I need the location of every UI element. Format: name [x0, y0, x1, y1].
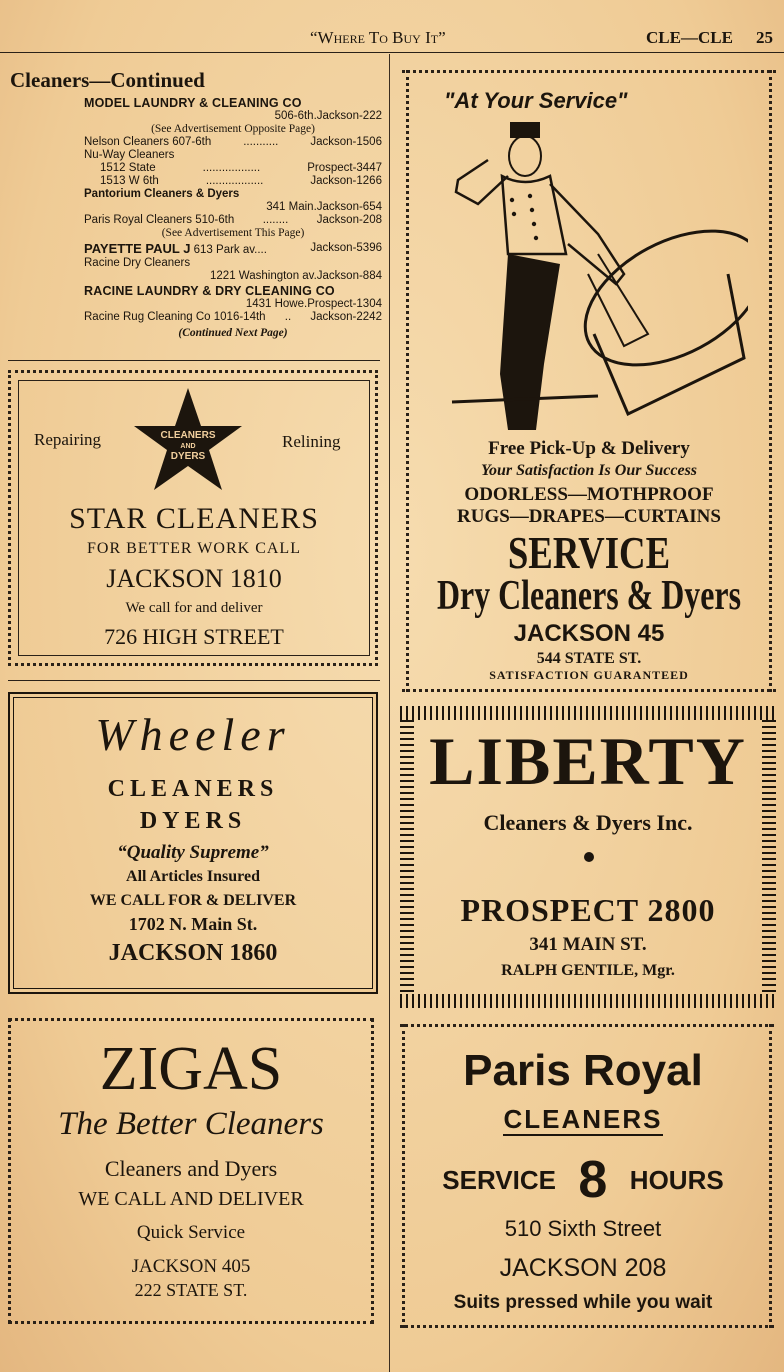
listing-note: (See Advertisement Opposite Page) — [151, 123, 315, 135]
ad-border-bottom — [400, 994, 776, 1008]
listing-entry: 1512 State .................. Prospect-3447 — [100, 162, 382, 174]
wheeler-l6: 1702 N. Main St. — [128, 914, 258, 934]
service-l3: ODORLESS—MOTHPROOF — [464, 484, 714, 505]
ad-divider — [8, 680, 380, 681]
paris-l3: 510 Sixth Street — [504, 1216, 662, 1241]
ad-border-bottom — [8, 1321, 374, 1324]
listing-entry: Paris Royal Cleaners 510-6th ........ Jackson-208 — [84, 214, 382, 226]
service-l2: Your Satisfaction Is Our Success — [480, 462, 698, 479]
zigas-l4: JACKSON 405 — [131, 1256, 251, 1277]
ad-border-right — [769, 1024, 772, 1328]
liberty-l3: 341 MAIN ST. — [529, 934, 647, 955]
ad-border-bottom — [8, 663, 378, 666]
star-emblem-text: CLEANERS — [160, 430, 216, 441]
ad-border-top — [8, 1018, 374, 1021]
service-ad — [402, 70, 776, 692]
service-top: "At Your Service" — [444, 88, 628, 113]
paris-name: Paris Royal — [463, 1046, 703, 1095]
paris-l2-hours: HOURS — [629, 1165, 724, 1195]
listing-entry: 1513 W 6th .................. Jackson-1266 — [100, 175, 382, 187]
liberty-bullet — [584, 852, 594, 862]
listing-entry: RACINE LAUNDRY & DRY CLEANING CO — [84, 284, 335, 298]
ad-border-bottom — [402, 689, 776, 692]
listing-entry: Racine Dry Cleaners — [84, 257, 191, 269]
listings-rule — [8, 360, 380, 361]
listing-entry: MODEL LAUNDRY & CLEANING CO — [84, 96, 302, 110]
column-rule — [389, 54, 390, 1372]
wheeler-ad — [8, 692, 378, 994]
bellhop-illustration — [448, 114, 748, 432]
paris-l2-service: SERVICE — [442, 1165, 556, 1195]
listing-entry: 341 Main. Jackson-654 — [266, 201, 382, 213]
ad-border-top — [400, 1024, 774, 1027]
wheeler-l7: JACKSON 1860 — [108, 940, 278, 966]
page-number: 25 — [756, 28, 773, 47]
paris-l1-text: CLEANERS — [503, 1104, 663, 1134]
header-title: “Where To Buy It” — [310, 28, 446, 47]
zigas-name: ZIGAS — [99, 1035, 283, 1103]
listing-entry: Racine Rug Cleaning Co 1016-14th .. Jackson-2242 — [84, 311, 382, 323]
zigas-l2: WE CALL AND DELIVER — [78, 1188, 304, 1210]
star-name: STAR CLEANERS — [69, 502, 319, 535]
service-l8: 544 STATE ST. — [536, 650, 642, 667]
liberty-ad — [400, 706, 776, 1008]
header-range: CLE—CLE — [646, 28, 733, 47]
paris-l2-eight: 8 — [578, 1151, 608, 1209]
zigas-l1: Cleaners and Dyers — [104, 1156, 278, 1181]
wheeler-name: Wheeler — [95, 709, 291, 760]
listing-entry: 1431 Howe. Prospect-1304 — [245, 298, 382, 310]
wheeler-l5: WE CALL FOR & DELIVER — [89, 892, 297, 909]
liberty-name: LIBERTY — [429, 723, 747, 799]
service-l1: Free Pick-Up & Delivery — [488, 438, 690, 459]
liberty-l2: PROSPECT 2800 — [460, 892, 716, 928]
service-l7: JACKSON 45 — [513, 620, 665, 647]
liberty-l4: RALPH GENTILE, Mgr. — [501, 962, 675, 979]
listing-entry: Nu-Way Cleaners — [84, 149, 175, 161]
service-l4: RUGS—DRAPES—CURTAINS — [457, 506, 721, 527]
ad-border-bottom — [400, 1325, 774, 1328]
wheeler-l3: “Quality Supreme” — [117, 842, 269, 863]
continued-note: (Continued Next Page) — [178, 327, 288, 339]
listing-entry: Pantorium Cleaners & Dyers — [84, 188, 240, 200]
wheeler-l2: DYERS — [139, 808, 247, 834]
ad-border-top — [402, 70, 776, 73]
header-rule — [0, 52, 784, 53]
ad-border-left — [8, 370, 11, 666]
service-l9: SATISFACTION GUARANTEED — [489, 668, 689, 682]
star-right-text: Relining — [282, 432, 341, 451]
listing-entry: Nelson Cleaners 607-6th ........... Jackson-1506 — [84, 136, 382, 148]
paris-l4: JACKSON 208 — [499, 1254, 667, 1282]
zigas-l5: 222 STATE ST. — [134, 1280, 248, 1300]
listing-entry: PAYETTE PAUL J 613 Park av.... Jackson-5396 — [84, 241, 382, 256]
wheeler-l1: CLEANERS — [107, 776, 279, 802]
star-left-text: Repairing — [34, 430, 102, 449]
zigas-l3: Quick Service — [136, 1222, 246, 1243]
star-address: 726 HIGH STREET — [104, 624, 284, 649]
paris-l1 — [400, 1104, 766, 1135]
service-l6: Dry Cleaners & Dyers — [436, 573, 742, 619]
ad-border-right — [375, 370, 378, 666]
paris-l5: Suits pressed while you wait — [453, 1292, 713, 1313]
star-cleaners-ad — [8, 370, 378, 666]
ad-border-right — [769, 70, 772, 692]
star-line1: FOR BETTER WORK CALL — [87, 540, 301, 557]
wheeler-l4: All Articles Insured — [126, 868, 260, 885]
ad-border-top — [8, 370, 378, 373]
listing-entry: 1221 Washington av. Jackson-884 — [210, 270, 382, 282]
star-icon — [132, 386, 244, 494]
zigas-ad — [8, 1018, 374, 1324]
star-emblem-and: AND — [180, 443, 196, 450]
star-emblem-dyers: DYERS — [170, 451, 206, 462]
listings — [84, 97, 382, 340]
star-phone: JACKSON 1810 — [106, 564, 282, 593]
star-line2: We call for and deliver — [125, 600, 263, 616]
paris-royal-ad — [400, 1024, 774, 1328]
running-header — [0, 26, 784, 50]
ad-border-left — [406, 70, 409, 692]
service-l5: SERVICE — [507, 527, 671, 578]
listing-entry: 506-6th. Jackson-222 — [274, 110, 382, 122]
listing-note: (See Advertisement This Page) — [161, 227, 305, 239]
paris-l2 — [400, 1150, 766, 1210]
listings-heading: Cleaners—Continued — [10, 68, 205, 92]
liberty-l1: Cleaners & Dyers Inc. — [483, 810, 693, 835]
zigas-tag: The Better Cleaners — [58, 1106, 324, 1142]
ad-border-top — [400, 706, 776, 720]
